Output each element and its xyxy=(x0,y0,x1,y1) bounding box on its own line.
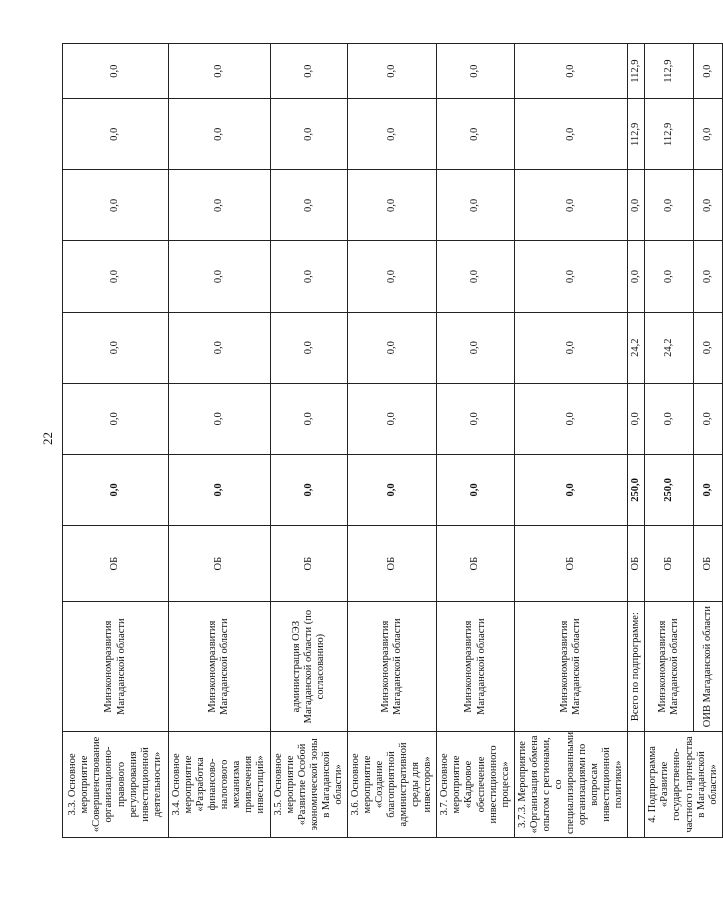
value-cell: 0,0 xyxy=(514,170,628,241)
responsible-executor: Минэкономразвития Магаданской области xyxy=(437,602,514,732)
value-cell: 0,0 xyxy=(347,99,436,170)
measure-name: 3.7. Основное мероприятие «Кадровое обеспечение инвестиционного процесса» xyxy=(437,731,514,837)
table-row xyxy=(169,44,271,838)
value-cell: 0,0 xyxy=(514,312,628,383)
value-cell: 0,0 xyxy=(694,170,723,241)
funding-source: ОБ xyxy=(347,525,436,601)
value-cell: 0,0 xyxy=(347,170,436,241)
value-cell: 0,0 xyxy=(694,383,723,454)
responsible-executor: Минэкономразвития Магаданской области xyxy=(514,602,628,732)
value-cell: 0,0 xyxy=(514,44,628,99)
value-cell: 0,0 xyxy=(645,241,694,312)
value-cell: 0,0 xyxy=(63,454,169,525)
total-value: 112,9 xyxy=(628,99,645,170)
value-cell: 0,0 xyxy=(514,99,628,170)
total-label: Всего по подпрограмме: xyxy=(628,602,645,732)
value-cell: 0,0 xyxy=(169,383,271,454)
value-cell: 0,0 xyxy=(347,241,436,312)
funding-table xyxy=(62,43,723,838)
measure-name: 3.6. Основное мероприятие «Создание благоприятной административной среды для инвесторов» xyxy=(347,731,436,837)
total-value: 0,0 xyxy=(628,170,645,241)
table-row xyxy=(270,44,347,838)
empty-cell xyxy=(628,731,645,837)
value-cell: 24,2 xyxy=(645,312,694,383)
table-row xyxy=(514,44,628,838)
value-cell: 0,0 xyxy=(169,241,271,312)
value-cell: 0,0 xyxy=(169,44,271,99)
value-cell: 0,0 xyxy=(514,241,628,312)
value-cell: 0,0 xyxy=(63,170,169,241)
value-cell: 250,0 xyxy=(645,454,694,525)
value-cell: 0,0 xyxy=(169,170,271,241)
value-cell: 0,0 xyxy=(514,454,628,525)
value-cell: 0,0 xyxy=(169,454,271,525)
value-cell: 112,9 xyxy=(645,44,694,99)
value-cell: 112,9 xyxy=(645,99,694,170)
table-row xyxy=(347,44,436,838)
value-cell: 0,0 xyxy=(694,99,723,170)
funding-source: ОБ xyxy=(437,525,514,601)
value-cell: 0,0 xyxy=(63,241,169,312)
table-row xyxy=(63,44,169,838)
value-cell: 0,0 xyxy=(169,99,271,170)
value-cell: 0,0 xyxy=(694,454,723,525)
funding-source: ОБ xyxy=(169,525,271,601)
value-cell: 0,0 xyxy=(437,170,514,241)
responsible-executor: ОИВ Магаданской области xyxy=(694,602,723,732)
value-cell: 0,0 xyxy=(694,312,723,383)
total-value: 112,9 xyxy=(628,44,645,99)
measure-name: 3.7.3. Мероприятие «Организация обмена опытом с регионами, со специализированными организациями по вопросам инвестиционной политики» xyxy=(514,731,628,837)
value-cell: 0,0 xyxy=(694,241,723,312)
value-cell: 0,0 xyxy=(270,99,347,170)
measure-name: 3.4. Основное мероприятие «Разработка финансово-налогового механизма привлечения инвестиций» xyxy=(169,731,271,837)
value-cell: 0,0 xyxy=(270,454,347,525)
value-cell: 0,0 xyxy=(347,44,436,99)
value-cell: 0,0 xyxy=(270,241,347,312)
value-cell: 0,0 xyxy=(347,454,436,525)
value-cell: 0,0 xyxy=(694,44,723,99)
responsible-executor: Минэкономразвития Магаданской области xyxy=(63,602,169,732)
value-cell: 0,0 xyxy=(437,99,514,170)
value-cell: 0,0 xyxy=(437,454,514,525)
total-value: 250,0 xyxy=(628,454,645,525)
responsible-executor: Минэкономразвития Магаданской области xyxy=(645,602,694,732)
funding-source: ОБ xyxy=(63,525,169,601)
subprogram-name: 4. Подпрограмма «Развитие государственно-частного партнерства в Магаданской области» xyxy=(645,731,722,837)
value-cell: 0,0 xyxy=(645,383,694,454)
value-cell: 0,0 xyxy=(437,383,514,454)
rotated-table-wrapper xyxy=(62,43,719,838)
value-cell: 0,0 xyxy=(437,241,514,312)
value-cell: 0,0 xyxy=(63,383,169,454)
table-row xyxy=(645,44,694,838)
value-cell: 0,0 xyxy=(270,170,347,241)
value-cell: 0,0 xyxy=(63,44,169,99)
table-row xyxy=(694,44,723,838)
responsible-executor: Минэкономразвития Магаданской области xyxy=(347,602,436,732)
value-cell: 0,0 xyxy=(270,383,347,454)
funding-source: ОБ xyxy=(270,525,347,601)
value-cell: 0,0 xyxy=(169,312,271,383)
measure-name: 3.3. Основное мероприятие «Совершенствование организационно-правового регулирования инвестиционной деятельности» xyxy=(63,731,169,837)
total-value: 24,2 xyxy=(628,312,645,383)
responsible-executor: администрация ОЭЗ Магаданской области (по согласованию) xyxy=(270,602,347,732)
responsible-executor: Минэкономразвития Магаданской области xyxy=(169,602,271,732)
value-cell: 0,0 xyxy=(437,312,514,383)
value-cell: 0,0 xyxy=(347,312,436,383)
measure-name: 3.5. Основное мероприятие «Развитие Особой экономической зоны в Магаданской области» xyxy=(270,731,347,837)
total-value: 0,0 xyxy=(628,241,645,312)
value-cell: 0,0 xyxy=(63,99,169,170)
value-cell: 0,0 xyxy=(645,170,694,241)
value-cell: 0,0 xyxy=(270,44,347,99)
funding-source: ОБ xyxy=(628,525,645,601)
total-value: 0,0 xyxy=(628,383,645,454)
value-cell: 0,0 xyxy=(347,383,436,454)
funding-source: ОБ xyxy=(694,525,723,601)
total-row xyxy=(628,44,645,838)
page-number: 22 xyxy=(40,432,55,445)
funding-source: ОБ xyxy=(645,525,694,601)
value-cell: 0,0 xyxy=(63,312,169,383)
value-cell: 0,0 xyxy=(514,383,628,454)
table-row xyxy=(437,44,514,838)
funding-source: ОБ xyxy=(514,525,628,601)
value-cell: 0,0 xyxy=(437,44,514,99)
value-cell: 0,0 xyxy=(270,312,347,383)
